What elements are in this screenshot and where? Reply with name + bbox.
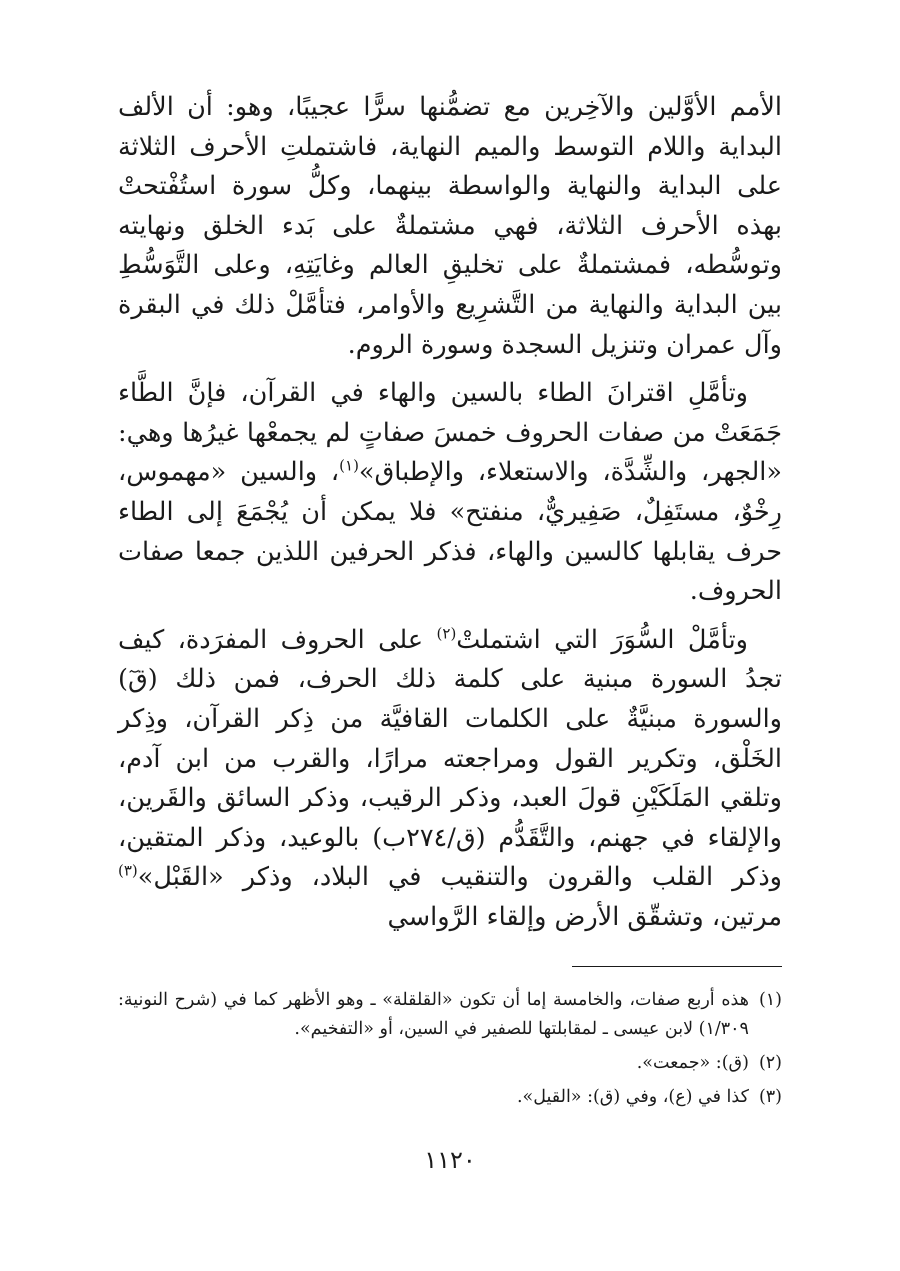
footnote-number: (١) [758, 990, 782, 1010]
paragraph-2: وتأمَّلِ اقترانَ الطاء بالسين والهاء في القرآن، فإنَّ الطَّاء جَمَعَتْ من صفات الحروف خمسَ صفاتٍ لم يجمعْها غيرُها وهي: «الجهر، والشِّدَّة، والاستعلاء، والإطباق»$^{(١)}$، والسين «مهموس، رِخْوٌ، مستَفِلٌ، صَفِيريٌّ، منفتح» فلا يمكن أن يُجْمَعَ إلى الطاء حرف يقابلها كالسين والهاء، فذكر الحرفين اللذين جمعا صفات الحروف. [118, 378, 782, 607]
footnotes [118, 986, 782, 1117]
footnote-3 [118, 1083, 782, 1112]
footnote-number: (٢) [758, 1053, 782, 1073]
footnote-1 [118, 986, 782, 1044]
footnote-ref-2[interactable]: (٢) [436, 624, 457, 643]
footnote-text: كذا في (ع)، وفي (ق): «القيل». [516, 1087, 749, 1107]
footnote-text: هذه أربع صفات، والخامسة إما أن تكون «القلقلة» ـ وهو الأظهر كما في (شرح النونية: ١/٣٠٩) لابن عيسى ـ لمقابلتها للصفير في السين، أو «التفخيم». [118, 990, 749, 1039]
paragraph-3: وتأمَّلْ السُّوَرَ التي اشتملتْ$^{(٢)}$ على الحروف المفرَدة، كيف تجدُ السورة مبنية على كلمة ذلك الحرف، فمن ذلك (قٓ) والسورة مبنيَّةٌ على الكلمات القافيَّة من ذِكر القرآن، وذِكر الخَلْق، وتكرير القول ومراجعته مرارًا، والقرب من ابن آدم، وتلقي المَلَكَيْنِ قولَ العبد، وذكر الرقيب، وذكر السائق والقَرين، والإلقاء في جهنم، والتَّقَدُّم (ق/٢٧٤ب) بالوعيد، وذكر المتقين، وذكر القلب والقرون والتنقيب في البلاد، وذكر «القَبْل»$^{(٣)}$ مرتين، وتشقّق الأرض وإلقاء الرَّواسي [118, 624, 783, 932]
page-number: ١١٢٠ [424, 1146, 476, 1174]
footnote-2 [118, 1049, 782, 1078]
footnote-ref-1[interactable]: (١) [339, 456, 359, 475]
paragraph-1: الأمم الأوَّلين والآخِرين مع تضمُّنها سرًّا عجيبًا، وهو: أن الألف البداية واللام التوسط والميم النهاية، فاشتملتِ الأحرف الثلاثة على البداية والنهاية والواسطة بينهما، وكلُّ سورة استُفْتحتْ بهذه الأحرف الثلاثة، فهي مشتملةٌ على بَدء الخلق ونهايته وتوسُّطه، فمشتملةٌ على تخليقِ العالم وغايَتِهِ، وعلى التَّوَسُّطِ بين البداية والنهاية من التَّشرِيع والأوامر، فتأمَّلْ ذلك في البقرة وآل عمران وتنزيل السجدة وسورة الروم. [118, 92, 782, 360]
footnote-ref-3[interactable]: (٣) [118, 861, 138, 880]
main-text [118, 88, 782, 946]
footnote-number: (٣) [758, 1087, 782, 1107]
footnote-separator [572, 966, 782, 967]
footnote-text: (ق): «جمعت». [636, 1053, 749, 1073]
